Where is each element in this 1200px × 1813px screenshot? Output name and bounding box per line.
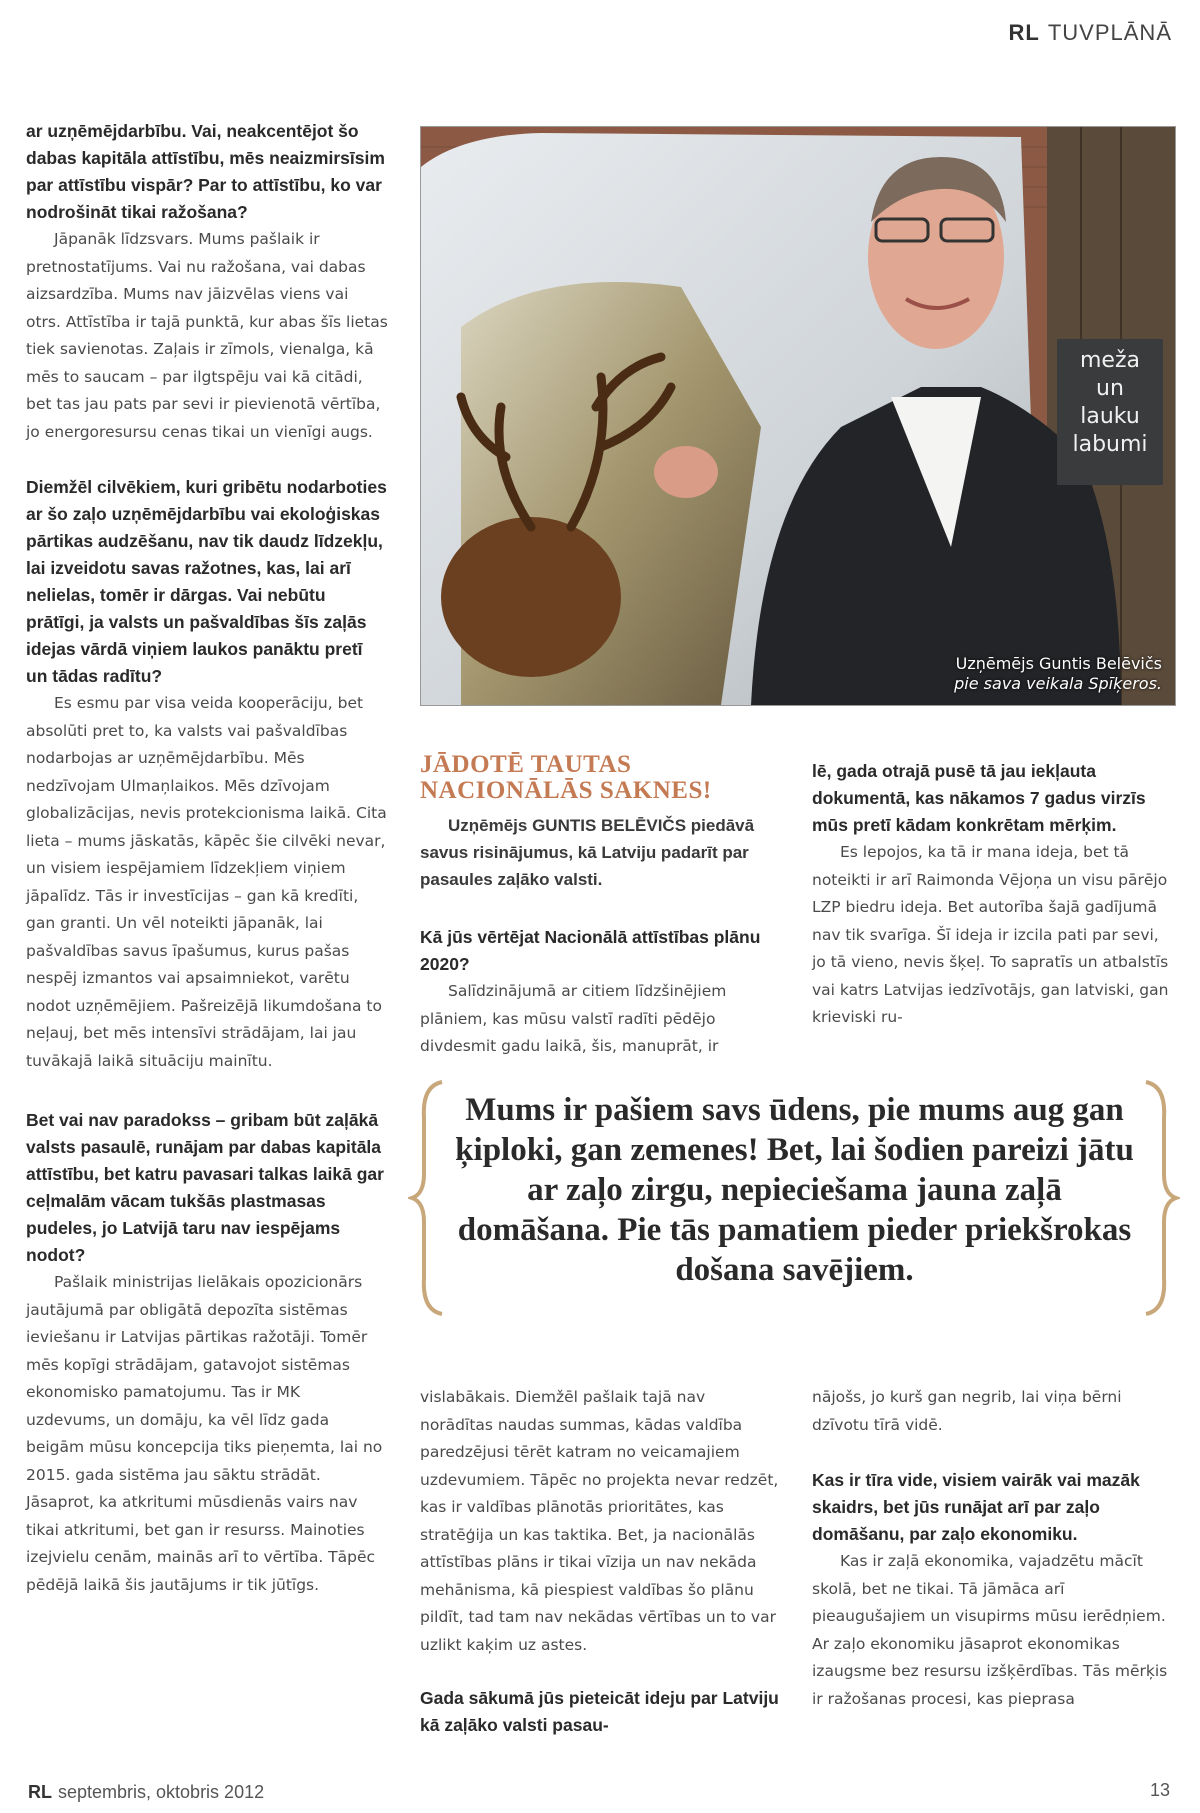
footer-magazine: RL [28, 1782, 52, 1802]
answer-text: Salīdzinājumā ar citiem līdzšinējiem plāniem, kas mūsu valstī radīti pēdējo divdesmit gadu laikā, šis, manuprāt, ir [420, 982, 727, 1055]
page-number: 13 [1149, 1780, 1170, 1800]
photo-caption [954, 654, 1162, 694]
column-2-upper [420, 924, 782, 1061]
question-text: ar uzņēmējdarbību. Vai, neakcentējot šo dabas kapitāla attīstību, mēs neaizmirsīsim par attīstību vispār? Par to attīstību, ko var nodrošināt tikai ražošana? [26, 121, 385, 222]
caption-line: pie sava veikala Spīķeros. [954, 674, 1162, 693]
column-3-lower [812, 1384, 1174, 1713]
question-text: lē, gada otrajā pusē tā jau iekļauta dokumentā, kas nākamos 7 gadus virzīs mūs pretī kādam konkrētam mērķim. [812, 761, 1146, 835]
column-3-upper [812, 758, 1174, 1032]
answer-text: Pašlaik ministrijas lielākais opozicionārs jautājumā par obligātā depozīta sistēmas ieviešanu ir Latvijas pārtikas ražotāji. Tomēr mēs kopīgi strādājam, gatavojot sistēmas ekonomisko pamatojumu. Tas ir MK uzdevums, un domāju, ka vēl līdz gada beigām mūsu koncepcija tiks pieņemta, lai no 2015. gada sistēma jau sāktu strādāt. Jāsaprot, ka atkritumi mūsdienās vairs nav tikai atkritumi, bet gan ir resurss. Mainoties izejvielu cenām, mainās arī to vērtība. Tāpēc pēdējā laikā šis jautājums ir tik jūtīgs. [26, 1273, 383, 1594]
section-header [1009, 20, 1172, 46]
answer-text: Kas ir zaļā ekonomika, vajadzētu mācīt skolā, bet ne tikai. Tā jāmāca arī pieaugušajiem un visupirms mūsu ierēdņiem. Ar zaļo ekonomiku jāsaprot ekonomikas izaugsme bez resursu izšķērdības. Tās mērķis ir ražošanas procesi, kas pieprasa [812, 1552, 1168, 1708]
answer-text: vislabākais. Diemžēl pašlaik tajā nav norādītas naudas summas, kādas valdība paredzējusi tērēt katram no veicamajiem uzdevumiem. Tāpēc no projekta nevar redzēt, kas ir valdības plānotās prioritātes, kas stratēģija un kas taktika. Bet, ja nacionālās attīstības plāns ir tikai vīzija un nav nekāda mehānisma, kā piespiest valdības šo plānu pildīt, tad tam nav nekādas vērtības un to var uzlikt kaķim uz astes. [420, 1388, 779, 1654]
question-text: Kā jūs vērtējat Nacionālā attīstības plānu 2020? [420, 927, 761, 974]
answer-text: Es esmu par visa veida kooperāciju, bet absolūti pret to, ka valsts vai pašvaldības nodarbojas ar uzņēmējdarbību. Mēs nedzīvojam Ulmaņlaikos. Mēs dzīvojam globalizācijas, nevis protekcionisma laikā. Cita lieta – mums jāskatās, kāpēc šie cilvēki nevar, un visiem iespējamiem līdzekļiem viņiem jāpalīdz. Tās ir investīcijas – gan kā kredīti, gan granti. Un vēl noteikti jāpanāk, lai pašvaldības savus īpašumus, kurus pašas nespēj izmantos vai apsaimniekot, varētu nodot uzņēmējiem. Pašreizējā likumdošana to neļauj, bet mēs intensīvi strādājam, lai jau tuvākajā laikā situāciju mainītu. [26, 694, 387, 1070]
question-text: Diemžēl cilvēkiem, kuri gribētu nodarboties ar šo zaļo uzņēmējdarbību vai ekoloģiskas pārtikas audzēšanu, nav tik daudz līdzekļu, lai izveidotu savas ražotnes, kas, lai arī nelielas, tomēr ir dārgas. Vai nebūtu prātīgi, ja valsts un pašvaldības šīs zaļās idejas vārdā viņiem laukos panāktu pretī un tādas radītu? [26, 477, 387, 686]
article-lead: Uzņēmējs GUNTIS BELĒVIČS piedāvā savus risinājumus, kā Latviju padarīt par pasaules zaļāko valsti. [420, 816, 755, 889]
footer-issue: septembris, oktobris 2012 [58, 1782, 265, 1802]
caption-line: Uzņēmējs Guntis Belēvičs [955, 654, 1162, 673]
question-text: Bet vai nav paradokss – gribam būt zaļākā valsts pasaulē, runājam par dabas kapitāla attīstību, bet katru pavasari talkas laikā gar ceļmalām vācam tukšās plastmasas pudeles, jo Latvijā taru nav iespējams nodot? [26, 1110, 384, 1265]
article-headline: JĀDOTĒ TAUTAS NACIONĀLĀS SAKNES! [420, 751, 712, 804]
answer-text: Es lepojos, ka tā ir mana ideja, bet tā noteikti ir arī Raimonda Vējoņa un visu pārējo LZP biedru ideja. Bet autorība šajā gadījumā nav tik svarīga. Šī ideja ir izcila pati par sevi, jo tā vieno, nevis šķeļ. To sapratīs un atbalstīs vai katrs Latvijas iedzīvotājs, gan latviski, gan krieviski ru- [812, 843, 1169, 1026]
right-brace-icon [1140, 1078, 1180, 1318]
column-2-lower [420, 1384, 782, 1739]
sign-text: meža un lauku labumi [1072, 348, 1148, 457]
column-1 [26, 118, 388, 1599]
page-footer [28, 1782, 264, 1803]
left-brace-icon [408, 1078, 448, 1318]
question-text: Gada sākumā jūs pieteicāt ideju par Latviju kā zaļāko valsti pasau- [420, 1688, 779, 1735]
magazine-logo: RL [1008, 20, 1040, 45]
pull-quote: Mums ir pašiem savs ūdens, pie mums aug gan ķiploki, gan zemenes! Bet, lai šodien pareizi jātu ar zaļo zirgu, nepieciešama jauna zaļā domāšana. Pie tās pamatiem pieder priekšrokas došana savējiem. [455, 1092, 1134, 1288]
shop-sign [1057, 339, 1163, 485]
section-name: TUVPLĀNĀ [1047, 20, 1172, 45]
answer-text: nājošs, jo kurš gan negrib, lai viņa bērni dzīvotu tīrā vidē. [812, 1388, 1122, 1434]
portrait-photo [420, 126, 1176, 706]
question-text: Kas ir tīra vide, visiem vairāk vai mazāk skaidrs, bet jūs runājat arī par zaļo domāšanu, par zaļo ekonomiku. [812, 1470, 1140, 1544]
answer-text: Jāpanāk līdzsvars. Mums pašlaik ir pretnostatījums. Vai nu ražošana, vai dabas aizsardzība. Mums nav jāizvēlas viens vai otrs. Attīstība ir tajā punktā, kur abas šīs lietas tiek savienotas. Zaļais ir zīmols, vienalga, kā mēs to saucam – par ilgtspēju vai kā citādi, bet tas jau pats par sevi ir pievienotā vērtība, jo energoresursu cenas tikai un vienīgi augs. [26, 230, 388, 441]
